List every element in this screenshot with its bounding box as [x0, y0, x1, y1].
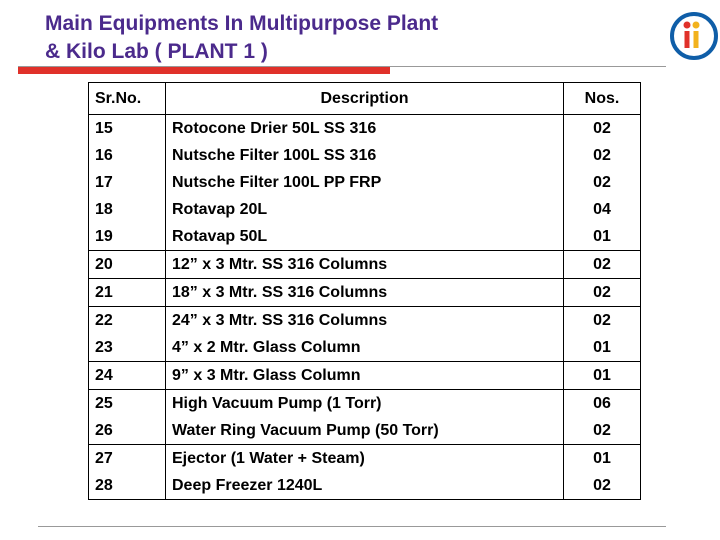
company-logo-icon — [668, 6, 720, 66]
slide-title — [45, 10, 438, 66]
cell-description: 18” x 3 Mtr. SS 316 Columns — [166, 279, 564, 307]
cell-sr-no: 18 — [89, 196, 166, 223]
cell-nos: 06 — [564, 390, 641, 418]
slide-title-line-1: Main Equipments In Multipurpose Plant — [45, 12, 439, 35]
cell-description: Rotavap 20L — [166, 196, 564, 223]
cell-description: 12” x 3 Mtr. SS 316 Columns — [166, 251, 564, 279]
footer-divider — [38, 526, 666, 527]
cell-sr-no: 17 — [89, 169, 166, 196]
equipment-table — [88, 82, 641, 500]
table-row — [89, 169, 641, 196]
header-description: Description — [166, 83, 564, 115]
table-row — [89, 115, 641, 143]
table-row — [89, 472, 641, 500]
cell-description: Ejector (1 Water + Steam) — [166, 445, 564, 473]
cell-sr-no: 15 — [89, 115, 166, 143]
table-header-row — [89, 83, 641, 115]
cell-sr-no: 21 — [89, 279, 166, 307]
cell-description: Nutsche Filter 100L SS 316 — [166, 142, 564, 169]
cell-nos: 02 — [564, 251, 641, 279]
cell-nos: 02 — [564, 472, 641, 500]
header-nos: Nos. — [564, 83, 641, 115]
cell-nos: 02 — [564, 279, 641, 307]
table-row — [89, 445, 641, 473]
cell-description: 9” x 3 Mtr. Glass Column — [166, 362, 564, 390]
cell-sr-no: 26 — [89, 417, 166, 445]
table-row — [89, 251, 641, 279]
cell-description: Rotavap 50L — [166, 223, 564, 251]
cell-sr-no: 20 — [89, 251, 166, 279]
cell-nos: 04 — [564, 196, 641, 223]
cell-nos: 02 — [564, 115, 641, 143]
cell-description: 24” x 3 Mtr. SS 316 Columns — [166, 307, 564, 335]
table-row — [89, 390, 641, 418]
cell-nos: 01 — [564, 362, 641, 390]
cell-nos: 02 — [564, 142, 641, 169]
title-accent-bar — [18, 67, 390, 74]
table-row — [89, 334, 641, 362]
header-sr-no: Sr.No. — [89, 83, 166, 115]
cell-description: High Vacuum Pump (1 Torr) — [166, 390, 564, 418]
table-row — [89, 279, 641, 307]
cell-sr-no: 24 — [89, 362, 166, 390]
slide-title-line-2: & Kilo Lab ( PLANT 1 ) — [45, 40, 268, 63]
cell-sr-no: 22 — [89, 307, 166, 335]
cell-nos: 01 — [564, 445, 641, 473]
cell-sr-no: 19 — [89, 223, 166, 251]
table-row — [89, 307, 641, 335]
cell-description: Deep Freezer 1240L — [166, 472, 564, 500]
cell-nos: 02 — [564, 169, 641, 196]
cell-nos: 01 — [564, 223, 641, 251]
cell-sr-no: 28 — [89, 472, 166, 500]
table-row — [89, 362, 641, 390]
table-row — [89, 196, 641, 223]
cell-description: Nutsche Filter 100L PP FRP — [166, 169, 564, 196]
cell-nos: 02 — [564, 307, 641, 335]
cell-nos: 01 — [564, 334, 641, 362]
cell-description: Water Ring Vacuum Pump (50 Torr) — [166, 417, 564, 445]
cell-description: 4” x 2 Mtr. Glass Column — [166, 334, 564, 362]
table-row — [89, 223, 641, 251]
cell-sr-no: 27 — [89, 445, 166, 473]
table-row — [89, 417, 641, 445]
cell-sr-no: 25 — [89, 390, 166, 418]
cell-description: Rotocone Drier 50L SS 316 — [166, 115, 564, 143]
cell-sr-no: 16 — [89, 142, 166, 169]
cell-sr-no: 23 — [89, 334, 166, 362]
cell-nos: 02 — [564, 417, 641, 445]
table-row — [89, 142, 641, 169]
